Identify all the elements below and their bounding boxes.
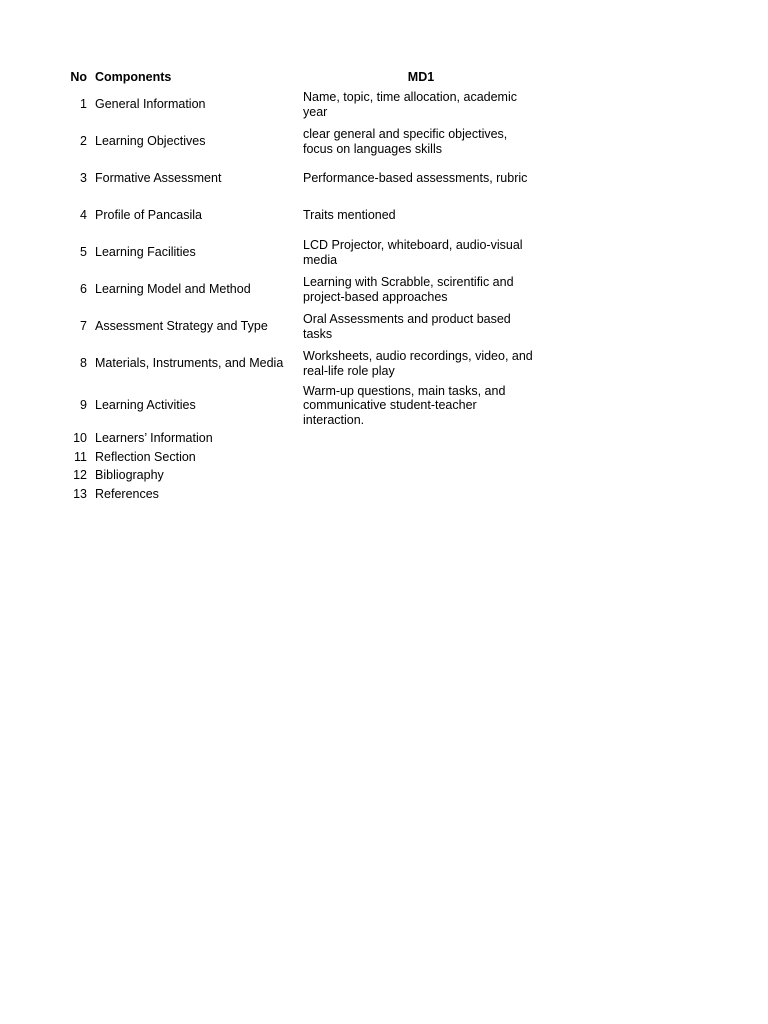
row-number: 9 xyxy=(80,398,87,413)
table-row xyxy=(66,466,539,485)
row-number: 1 xyxy=(80,97,87,112)
md1-value: clear general and specific objectives, focus on languages skills xyxy=(303,127,508,156)
component-name: General Information xyxy=(95,97,206,112)
md1-value: LCD Projector, whiteboard, audio-visual media xyxy=(303,238,523,267)
md1-value xyxy=(303,429,539,448)
row-number: 12 xyxy=(73,468,87,482)
row-number: 5 xyxy=(80,245,87,260)
component-name: Bibliography xyxy=(95,468,164,482)
md1-value: Learning with Scrabble, scirentific and project-based approaches xyxy=(303,275,514,304)
component-name: Learners’ Information xyxy=(95,431,213,445)
table-row xyxy=(66,197,539,234)
component-name: References xyxy=(95,486,159,501)
md1-value: Oral Assessments and product based tasks xyxy=(303,312,511,341)
row-number: 7 xyxy=(80,319,87,334)
row-number: 8 xyxy=(80,356,87,371)
components-table xyxy=(66,68,539,503)
header-components: Components xyxy=(95,69,172,84)
md1-value: Name, topic, time allocation, academic year xyxy=(303,90,517,119)
header-md1: MD1 xyxy=(407,69,435,84)
table-row xyxy=(66,382,539,429)
table-row xyxy=(66,123,539,160)
row-number: 3 xyxy=(80,171,87,186)
md1-value xyxy=(303,466,539,485)
table-row xyxy=(66,448,539,467)
component-name: Learning Model and Method xyxy=(95,282,251,297)
table-row xyxy=(66,86,539,123)
row-number: 10 xyxy=(73,431,87,445)
row-number: 13 xyxy=(73,486,87,501)
component-name: Materials, Instruments, and Media xyxy=(95,356,284,371)
component-name: Learning Activities xyxy=(95,398,196,413)
table-row xyxy=(66,308,539,345)
table-row xyxy=(66,485,539,504)
table-row xyxy=(66,271,539,308)
md1-value xyxy=(303,485,539,504)
component-name: Reflection Section xyxy=(95,449,196,464)
md1-value: Traits mentioned xyxy=(303,208,396,223)
md1-value xyxy=(303,448,539,467)
table-row xyxy=(66,160,539,197)
row-number: 4 xyxy=(80,208,87,223)
component-name: Learning Objectives xyxy=(95,134,206,149)
table-header-row xyxy=(66,68,539,86)
row-number: 11 xyxy=(74,449,87,464)
table-row xyxy=(66,234,539,271)
md1-value: Performance-based assessments, rubric xyxy=(303,171,528,186)
row-number: 6 xyxy=(80,282,87,297)
component-name: Formative Assessment xyxy=(95,171,222,186)
component-name: Assessment Strategy and Type xyxy=(95,319,268,334)
header-no: No xyxy=(70,69,87,84)
md1-value: Warm-up questions, main tasks, and communicative student-teacher interaction. xyxy=(303,383,506,427)
row-number: 2 xyxy=(80,134,87,149)
table-row xyxy=(66,345,539,382)
table-row xyxy=(66,429,539,448)
component-name: Learning Facilities xyxy=(95,245,196,260)
component-name: Profile of Pancasila xyxy=(95,208,203,223)
md1-value: Worksheets, audio recordings, video, and real-life role play xyxy=(303,349,533,378)
